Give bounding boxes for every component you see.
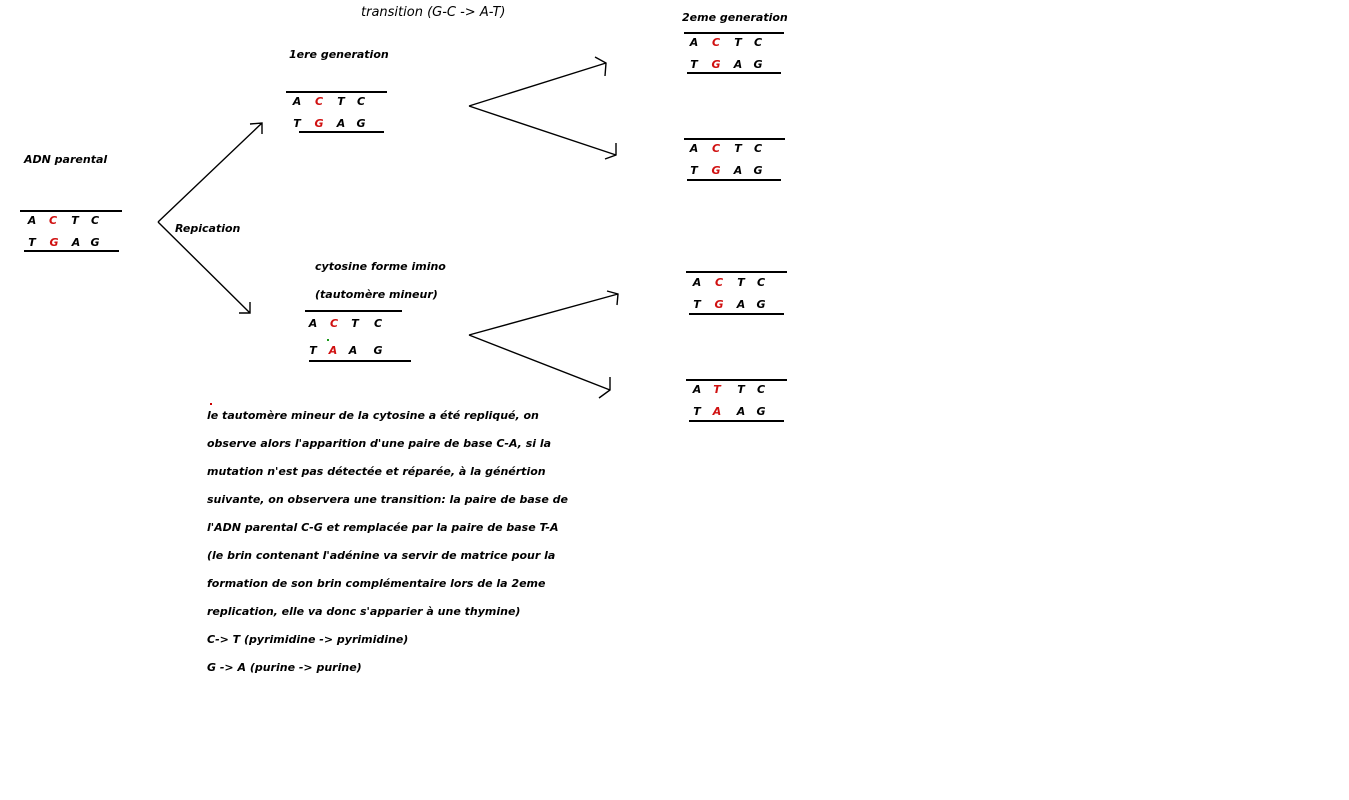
- base: T: [734, 36, 742, 49]
- explanation-line: l'ADN parental C-G et remplacée par la paire de base T-A: [207, 521, 559, 534]
- arrow-to-gen2-c: [469, 291, 618, 335]
- mutated-base: G: [714, 298, 724, 311]
- base: T: [734, 142, 742, 155]
- base: T: [337, 95, 345, 108]
- base: G: [753, 164, 763, 177]
- base: C: [90, 214, 100, 227]
- gen1-upper-top-line: [286, 91, 387, 93]
- base: T: [737, 383, 745, 396]
- explanation-line: replication, elle va donc s'apparier à une thymine): [207, 605, 521, 618]
- mutated-base: C: [48, 214, 58, 227]
- gen2-a-bottom-line: [687, 72, 781, 74]
- base: C: [373, 317, 383, 330]
- base: T: [693, 298, 701, 311]
- explanation-line: C-> T (pyrimidine -> pyrimidine): [207, 633, 409, 646]
- mutated-base: A: [712, 405, 722, 418]
- arrow-to-gen1-lower: [158, 222, 250, 313]
- base: T: [690, 164, 698, 177]
- gen2-d-top-line: [686, 379, 787, 381]
- parental-top-line: [20, 210, 122, 212]
- base: A: [733, 164, 743, 177]
- gen2-c-bottom-line: [689, 313, 784, 315]
- base: G: [356, 117, 366, 130]
- mutated-base: C: [714, 276, 724, 289]
- red-marker: [210, 403, 212, 405]
- diagram-title: transition (G-C -> A-T): [361, 5, 506, 20]
- gen1-lower-bottom-line: [309, 360, 411, 362]
- base: T: [737, 276, 745, 289]
- base: C: [753, 142, 763, 155]
- gen2-d-bottom-line: [689, 420, 784, 422]
- gen2-b-bottom-line: [687, 179, 781, 181]
- mutated-base: C: [314, 95, 324, 108]
- replication-label: Repication: [175, 222, 241, 235]
- explanation-line: G -> A (purine -> purine): [207, 661, 362, 674]
- mutated-base: C: [329, 317, 339, 330]
- mutated-base: C: [711, 142, 721, 155]
- base: T: [28, 236, 36, 249]
- gen1-lower-top-line: [305, 310, 402, 312]
- parental-label: ADN parental: [24, 153, 108, 166]
- base: G: [756, 298, 766, 311]
- explanation-line: suivante, on observera une transition: la paire de base de: [207, 493, 568, 506]
- base: A: [692, 383, 702, 396]
- mutated-base: T: [713, 383, 721, 396]
- base: T: [71, 214, 79, 227]
- base: A: [348, 344, 358, 357]
- gen2-a-top-line: [684, 32, 784, 34]
- explanation-line: formation de son brin complémentaire lors de la 2eme: [207, 577, 546, 590]
- mutated-base: A: [328, 344, 338, 357]
- mutated-base: G: [49, 236, 59, 249]
- base: G: [753, 58, 763, 71]
- arrow-to-gen1-upper: [158, 123, 262, 222]
- base: T: [309, 344, 317, 357]
- explanation-line: (le brin contenant l'adénine va servir de matrice pour la: [207, 549, 556, 562]
- base: G: [373, 344, 383, 357]
- base: A: [308, 317, 318, 330]
- base: T: [693, 405, 701, 418]
- base: A: [736, 298, 746, 311]
- base: G: [90, 236, 100, 249]
- gen2-b-top-line: [684, 138, 785, 140]
- mutated-base: G: [711, 58, 721, 71]
- explanation-line: observe alors l'apparition d'une paire de base C-A, si la: [207, 437, 552, 450]
- base: A: [692, 276, 702, 289]
- mutated-base: C: [711, 36, 721, 49]
- base: T: [690, 58, 698, 71]
- base: A: [733, 58, 743, 71]
- gen2-label: 2eme generation: [682, 11, 788, 24]
- base: C: [756, 276, 766, 289]
- green-marker: [327, 339, 329, 341]
- gen1-label: 1ere generation: [289, 48, 389, 61]
- arrow-to-gen2-d: [469, 335, 610, 398]
- base: T: [351, 317, 359, 330]
- arrow-to-gen2-a: [469, 57, 606, 106]
- imino-label: cytosine forme imino: [315, 260, 446, 273]
- explanation-line: le tautomère mineur de la cytosine a été repliqué, on: [207, 409, 539, 422]
- explanation-line: mutation n'est pas détectée et réparée, à la génértion: [207, 465, 546, 478]
- base: A: [71, 236, 81, 249]
- base: A: [689, 36, 699, 49]
- arrow-to-gen2-b: [469, 106, 616, 159]
- base: A: [336, 117, 346, 130]
- mutated-base: G: [711, 164, 721, 177]
- mutated-base: G: [314, 117, 324, 130]
- parental-bottom-line: [24, 250, 119, 252]
- base: A: [27, 214, 37, 227]
- base: C: [756, 383, 766, 396]
- base: C: [753, 36, 763, 49]
- tautomer-label: (tautomère mineur): [315, 288, 438, 301]
- base: A: [292, 95, 302, 108]
- gen2-c-top-line: [686, 271, 787, 273]
- base: C: [356, 95, 366, 108]
- base: T: [293, 117, 301, 130]
- base: A: [736, 405, 746, 418]
- gen1-upper-bottom-line: [299, 131, 384, 133]
- base: G: [756, 405, 766, 418]
- base: A: [689, 142, 699, 155]
